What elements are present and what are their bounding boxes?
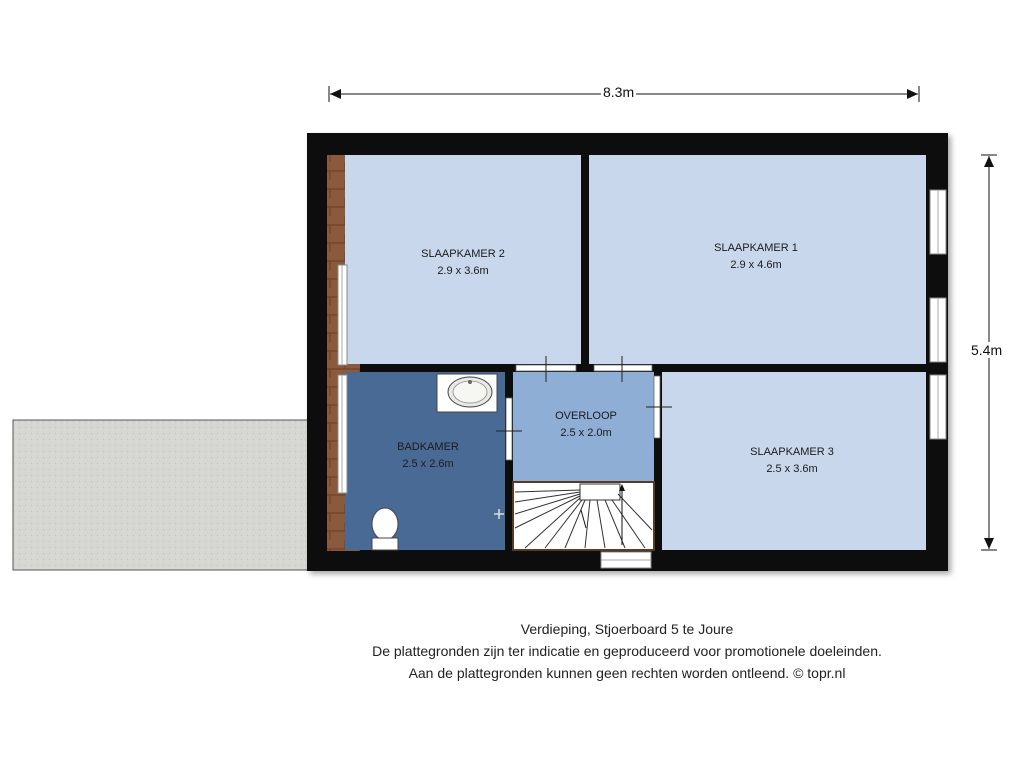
room-size: 2.5 x 2.6m [402, 458, 454, 470]
height-label: 5.4m [971, 342, 1003, 358]
room-label-slaapkamer-1 [686, 240, 826, 274]
room-size: 2.9 x 4.6m [730, 259, 782, 271]
caption-title: Verdieping, Stjoerboard 5 te Joure [520, 621, 734, 637]
room-label-slaapkamer-3 [722, 444, 862, 478]
sink-icon [437, 374, 497, 412]
room-label-badkamer [358, 439, 498, 473]
terrace [13, 420, 309, 570]
room-size: 2.5 x 2.0m [560, 427, 612, 439]
room-name: SLAAPKAMER 1 [714, 242, 798, 254]
staircase [513, 482, 654, 550]
room-name: BADKAMER [397, 441, 459, 453]
room-label-overloop [516, 408, 656, 442]
caption-disclaimer-2: Aan de plattegronden kunnen geen rechten worden ontleend. © topr.nl [408, 665, 846, 681]
room-size: 2.5 x 3.6m [766, 463, 818, 475]
room-name: OVERLOOP [555, 410, 617, 422]
caption-disclaimer-1: De plattegronden zijn ter indicatie en geproduceerd voor promotionele doeleinden. [372, 643, 882, 659]
toilet-icon [372, 508, 398, 550]
room-label-slaapkamer-2 [393, 246, 533, 280]
room-name: SLAAPKAMER 2 [421, 248, 505, 260]
room-size: 2.9 x 3.6m [437, 265, 489, 277]
width-label: 8.3m [603, 84, 635, 100]
room-name: SLAAPKAMER 3 [750, 446, 834, 458]
